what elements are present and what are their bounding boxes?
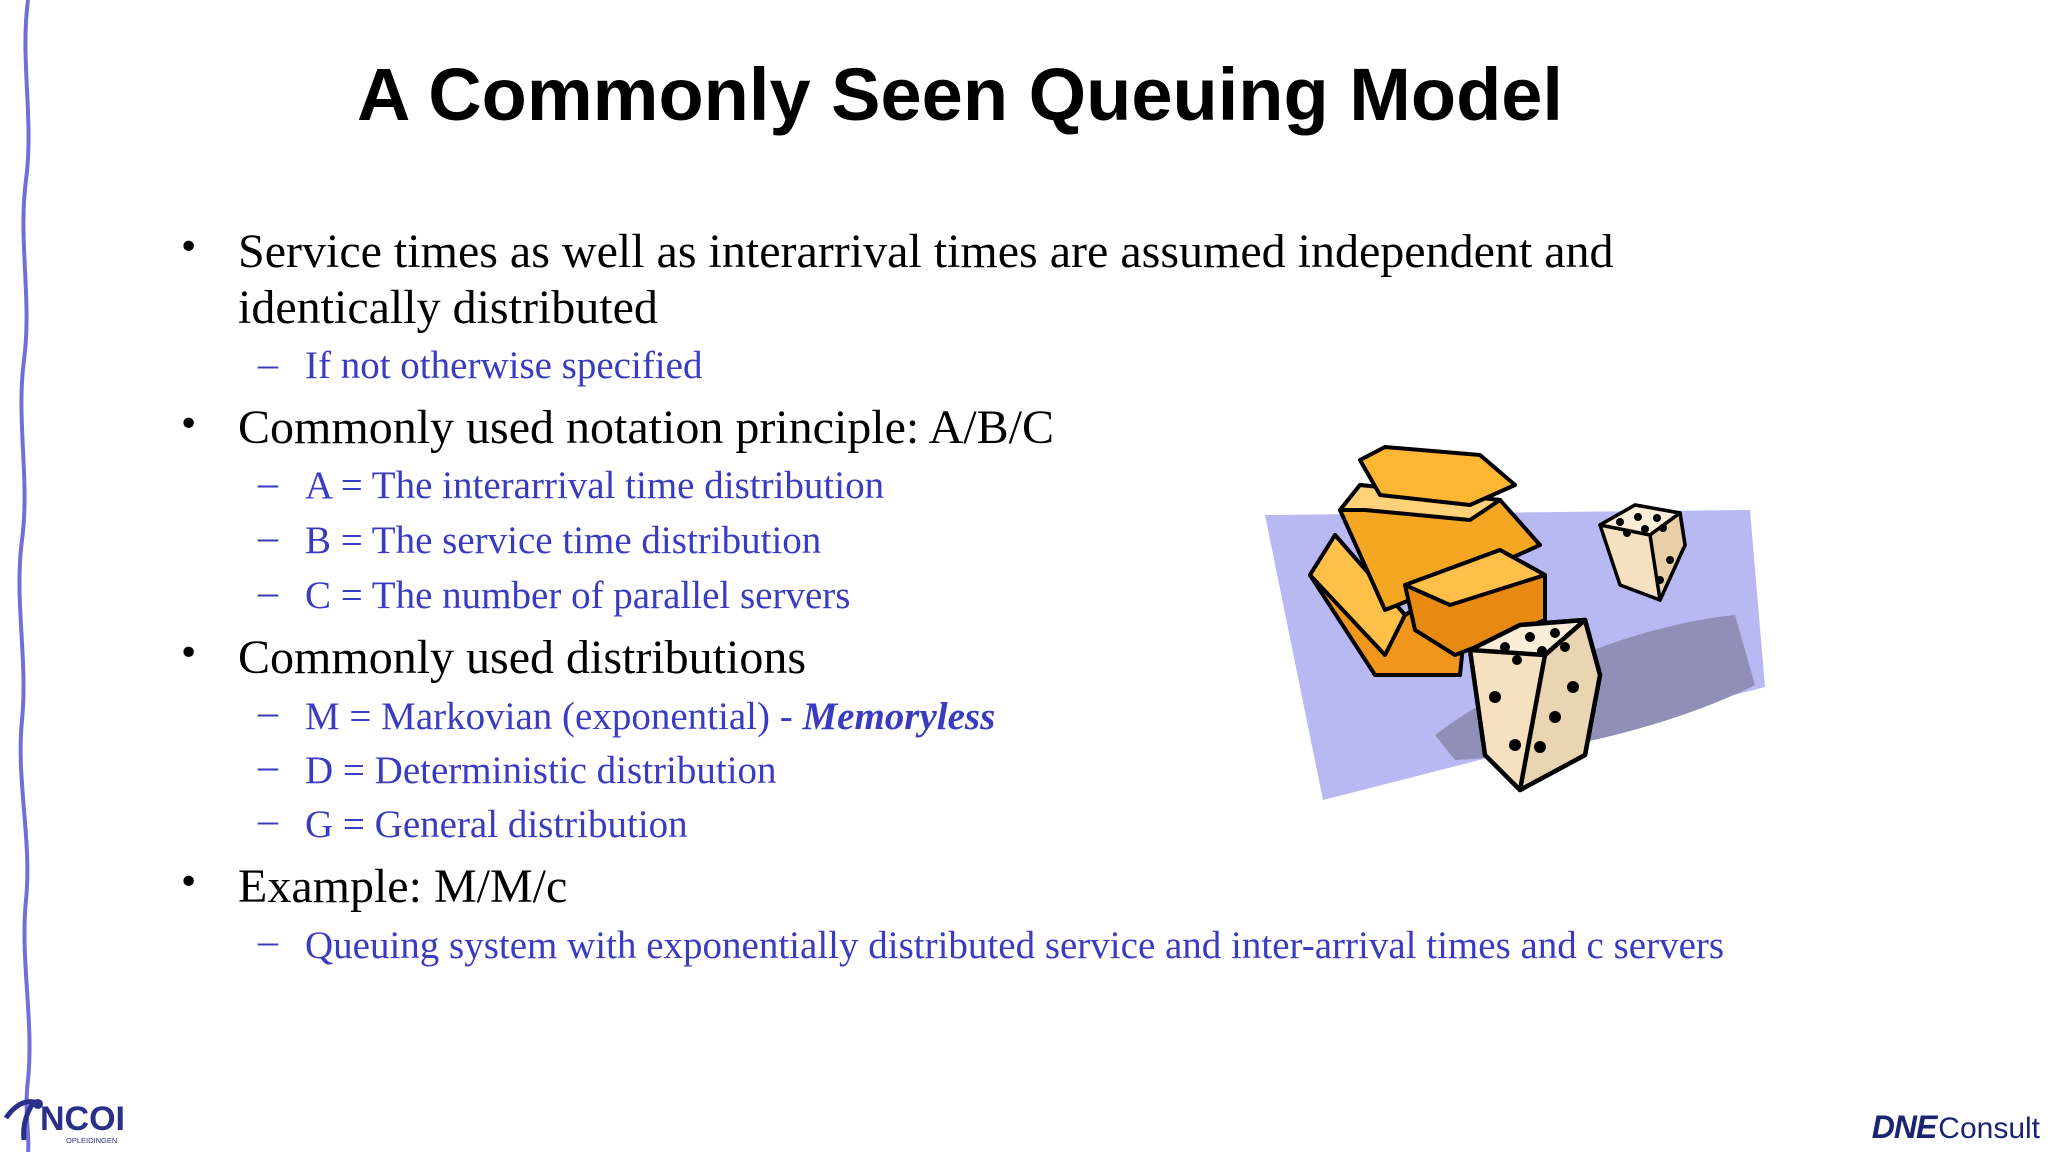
ncoi-logo-text: NCOI [40,1100,125,1138]
dash-symbol: – [258,743,278,788]
dne-consult-logo [1872,1106,2040,1146]
bullet-symbol: • [178,404,200,445]
subitem-b: B = The service time distribution [305,519,822,562]
subitem-a: A = The interarrival time distribution [305,464,885,507]
dash-symbol: – [258,514,278,559]
subitem-d: D = Deterministic distribution [305,749,777,792]
dash-symbol: – [258,341,278,386]
subitem-mmc: Queuing system with exponentially distributed service and inter-arrival times and c servers [305,924,1725,967]
bullet-symbol: • [178,227,200,268]
ncoi-logo [0,1080,130,1152]
bullet-item-example: Example: M/M/c [238,860,568,913]
dash-symbol: – [258,797,278,842]
bullet-item-distributions: Commonly used distributions [238,631,807,684]
ncoi-logo-subtext: OPLEIDINGEN [66,1136,118,1145]
dne-logo-text: DNE [1871,1109,1937,1145]
bullet-symbol: • [178,862,200,903]
consult-logo-text: Consult [1938,1112,2040,1145]
bullet-item-notation: Commonly used notation principle: A/B/C [238,401,1054,454]
subitem-m-emphasis: Memoryless [802,695,996,738]
subitem-m-text: M = Markovian (exponential) - [305,695,803,738]
dash-symbol: – [258,460,278,505]
subitem-not-specified: If not otherwise specified [305,344,703,387]
dash-symbol: – [258,569,278,614]
dash-symbol: – [258,689,278,734]
bullet-symbol: • [178,633,200,674]
dash-symbol: – [258,918,278,963]
slide-title: A Commonly Seen Queuing Model [356,53,1563,136]
subitem-g: G = General distribution [305,803,688,846]
bullet-item-iid: Service times as well as interarrival times are assumed independent and identically distributed [238,225,1614,334]
subitem-c: C = The number of parallel servers [305,574,851,617]
dice-and-gold-bars-clipart [1255,425,1775,805]
subitem-m [305,694,995,740]
wavy-line-decoration [0,0,60,1152]
